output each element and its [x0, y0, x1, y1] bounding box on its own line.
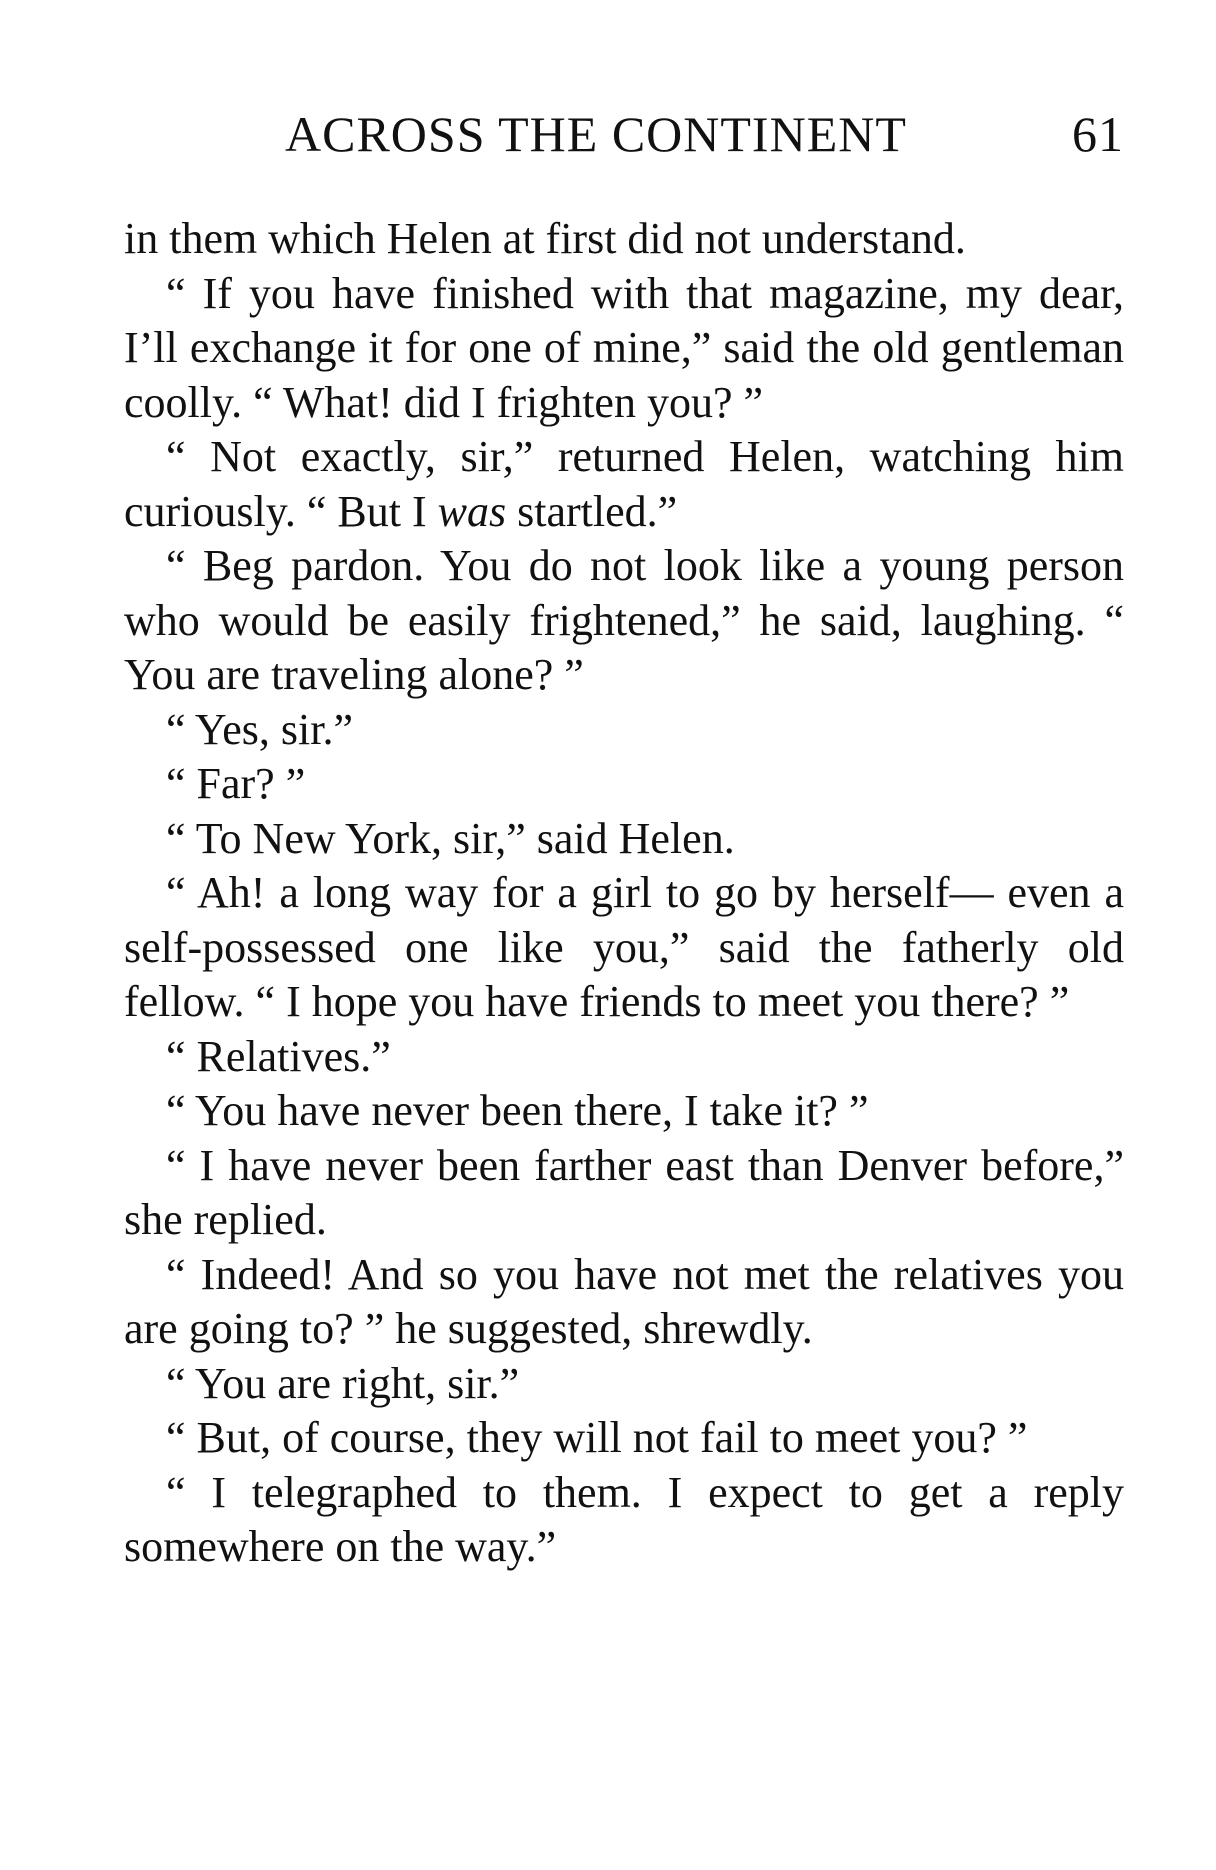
running-header	[124, 104, 1124, 164]
page-number: 61	[1072, 106, 1124, 162]
running-title: ACROSS THE CONTINENT	[285, 106, 907, 162]
body-text	[124, 212, 1124, 1575]
paragraph: “ Ah! a long way for a girl to go by herself— even a self-possessed one like you,” said the fatherly old fellow. “ I hope you have friends to meet you there? ”	[124, 868, 1124, 1026]
paragraph-continuation: in them which Helen at first did not understand.	[124, 214, 966, 263]
paragraph: “ You are right, sir.”	[166, 1358, 520, 1408]
paragraph: “ If you have finished with that magazine, my dear, I’ll exchange it for one of mine,” said the old gentleman coolly. “ What! did I frighten you? ”	[124, 268, 1124, 427]
paragraph: “ I have never been farther east than Denver before,” she replied.	[124, 1140, 1124, 1244]
paragraph: “ Not exactly, sir,” returned Helen, watching him curiously. “ But I was startled.”	[124, 432, 1124, 536]
paragraph: “ Relatives.”	[166, 1031, 391, 1081]
paragraph: “ Beg pardon. You do not look like a young person who would be easily frightened,” he said, laughing. “ You are traveling alone? ”	[124, 541, 1124, 699]
paragraph: “ I telegraphed to them. I expect to get a reply somewhere on the way.”	[124, 1467, 1124, 1571]
paragraph: “ Yes, sir.”	[166, 704, 354, 754]
paragraph: “ Indeed! And so you have not met the relatives you are going to? ” he suggested, shrewdly.	[124, 1249, 1124, 1353]
paragraph: “ You have never been there, I take it? ”	[166, 1086, 869, 1135]
paragraph: “ But, of course, they will not fail to meet you? ”	[166, 1413, 1028, 1462]
paragraph: “ Far? ”	[166, 759, 306, 808]
paragraph: “ To New York, sir,” said Helen.	[166, 813, 735, 863]
